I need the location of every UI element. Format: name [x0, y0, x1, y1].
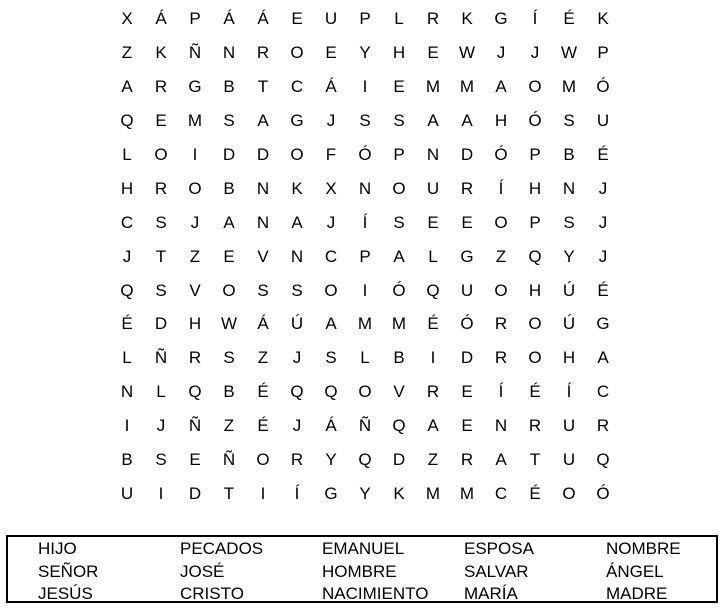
grid-letter: J — [598, 178, 608, 198]
grid-letter: D — [188, 483, 202, 503]
grid-letter: M — [425, 77, 441, 97]
grid-letter: É — [597, 280, 609, 300]
grid-letter: L — [360, 348, 370, 368]
grid-letter: G — [596, 314, 610, 334]
grid-letter: É — [529, 382, 541, 402]
grid-letter: J — [292, 348, 302, 368]
grid-letter: N — [120, 382, 134, 402]
grid-letter: R — [596, 416, 610, 436]
grid-letter: O — [494, 212, 508, 232]
grid-letter: O — [290, 145, 304, 164]
grid-letter: A — [223, 212, 235, 232]
word-bank-item: JESÚS — [38, 584, 93, 604]
grid-letter: R — [494, 348, 508, 368]
grid-letter: Y — [359, 43, 371, 63]
word-bank-item: CRISTO — [180, 584, 244, 604]
grid-letter: K — [597, 9, 609, 29]
grid-letter: U — [426, 178, 440, 198]
grid-letter: J — [156, 416, 166, 436]
word-bank-item: ESPOSA — [464, 539, 534, 558]
grid-letter: C — [120, 212, 134, 232]
grid-letter: É — [257, 416, 269, 436]
grid-letter: O — [358, 382, 372, 402]
grid-letter: O — [256, 450, 270, 470]
grid-letter: M — [561, 77, 577, 97]
letter-grid — [110, 2, 620, 510]
grid-letter: R — [426, 9, 440, 29]
grid-letter: H — [528, 280, 542, 300]
grid-letter: I — [260, 483, 266, 503]
grid-letter: Ñ — [188, 416, 202, 436]
grid-letter: É — [529, 483, 541, 503]
grid-letter: J — [292, 416, 302, 436]
word-bank-item: JOSÉ — [180, 561, 225, 581]
grid-letter: J — [326, 111, 336, 131]
grid-letter: P — [359, 9, 371, 29]
grid-letter: B — [121, 450, 133, 470]
grid-letter: Í — [362, 212, 368, 232]
grid-letter: O — [528, 77, 542, 97]
word-list — [38, 538, 728, 606]
grid-letter: Z — [427, 450, 439, 470]
grid-letter: G — [188, 77, 202, 97]
grid-letter: I — [192, 145, 198, 164]
grid-letter: Y — [563, 246, 575, 266]
grid-letter: W — [220, 314, 238, 334]
grid-letter: N — [222, 43, 236, 63]
grid-letter: J — [496, 43, 506, 63]
grid-letter: R — [188, 348, 202, 368]
grid-letter: I — [158, 483, 164, 503]
grid-letter: Z — [189, 246, 201, 266]
grid-letter: Ñ — [358, 416, 372, 436]
grid-letter: N — [256, 212, 270, 232]
grid-letter: J — [530, 43, 540, 63]
grid-letter: C — [596, 382, 610, 402]
grid-letter: P — [359, 246, 371, 266]
grid-letter: Ñ — [188, 43, 202, 63]
grid-letter: N — [426, 145, 440, 164]
grid-letter: H — [120, 178, 134, 198]
grid-letter: S — [325, 348, 337, 368]
grid-letter: L — [156, 382, 166, 402]
grid-letter: Q — [392, 416, 406, 436]
grid-letter: R — [290, 450, 304, 470]
grid-letter: J — [190, 212, 200, 232]
grid-letter: S — [359, 111, 371, 131]
grid-letter: Á — [325, 77, 337, 97]
grid-letter: X — [325, 178, 337, 198]
grid-letter: J — [598, 212, 608, 232]
grid-letter: O — [494, 280, 508, 300]
grid-letter: M — [391, 314, 407, 334]
grid-letter: Z — [257, 348, 269, 368]
grid-letter: Á — [257, 314, 269, 334]
grid-letter: R — [460, 178, 474, 198]
grid-letter: P — [597, 43, 609, 63]
grid-letter: Á — [223, 9, 235, 29]
grid-letter: N — [494, 416, 508, 436]
grid-letter: D — [460, 348, 474, 368]
grid-letter: S — [291, 280, 303, 300]
grid-letter: M — [425, 483, 441, 503]
grid-letter: O — [562, 483, 576, 503]
grid-letter: U — [120, 483, 134, 503]
grid-letter: Í — [294, 483, 300, 503]
grid-letter: A — [461, 111, 473, 131]
grid-letter: Í — [498, 382, 504, 402]
grid-letter: N — [256, 178, 270, 198]
grid-letter: B — [223, 178, 235, 198]
grid-letter: Q — [120, 111, 134, 131]
grid-letter: E — [223, 246, 235, 266]
grid-letter: E — [461, 212, 473, 232]
grid-letter: D — [256, 145, 270, 164]
grid-letter: R — [528, 416, 542, 436]
grid-letter: A — [597, 348, 609, 368]
word-bank-item: SALVAR — [464, 561, 529, 581]
grid-letter: R — [494, 314, 508, 334]
grid-letter: J — [326, 212, 336, 232]
grid-letter: Ó — [460, 314, 474, 334]
grid-letter: S — [257, 280, 269, 300]
grid-letter: G — [494, 9, 508, 29]
grid-letter: M — [187, 111, 203, 131]
grid-letter: Q — [528, 246, 542, 266]
grid-letter: N — [290, 246, 304, 266]
grid-letter: V — [393, 382, 405, 402]
grid-letter: C — [494, 483, 508, 503]
grid-letter: R — [256, 43, 270, 63]
grid-letter: Á — [155, 9, 167, 29]
grid-letter: E — [393, 77, 405, 97]
grid-letter: A — [427, 416, 439, 436]
grid-letter: K — [393, 483, 405, 503]
grid-letter: P — [529, 212, 541, 232]
grid-letter: É — [597, 145, 609, 164]
grid-letter: Ó — [358, 145, 372, 164]
grid-letter: O — [188, 178, 202, 198]
grid-letter: Í — [498, 178, 504, 198]
grid-letter: Ó — [392, 280, 406, 300]
grid-letter: Ó — [528, 111, 542, 131]
grid-letter: H — [562, 348, 576, 368]
grid-letter: M — [459, 483, 475, 503]
grid-letter: S — [223, 111, 235, 131]
grid-letter: S — [155, 280, 167, 300]
grid-letter: Z — [223, 416, 235, 436]
grid-letter: Ó — [596, 483, 610, 503]
grid-letter: E — [427, 43, 439, 63]
grid-letter: A — [257, 111, 269, 131]
grid-letter: U — [324, 9, 338, 29]
grid-letter: L — [122, 145, 132, 164]
grid-letter: Q — [188, 382, 202, 402]
grid-letter: N — [358, 178, 372, 198]
grid-letter: T — [223, 483, 235, 503]
grid-letter: Ú — [562, 280, 576, 300]
grid-letter: A — [393, 246, 405, 266]
grid-letter: O — [392, 178, 406, 198]
word-bank-item: ÁNGEL — [606, 561, 664, 581]
grid-letter: B — [223, 382, 235, 402]
grid-letter: O — [290, 43, 304, 63]
grid-letter: Ñ — [222, 450, 236, 470]
grid-letter: E — [427, 212, 439, 232]
grid-letter: A — [427, 111, 439, 131]
word-bank-item: HOMBRE — [322, 561, 397, 581]
grid-letter: Ó — [596, 77, 610, 97]
grid-letter: E — [461, 416, 473, 436]
grid-letter: N — [562, 178, 576, 198]
grid-letter: U — [460, 280, 474, 300]
grid-letter: S — [563, 212, 575, 232]
grid-letter: Ú — [290, 314, 304, 334]
grid-letter: T — [529, 450, 541, 470]
grid-letter: S — [155, 212, 167, 232]
grid-letter: Q — [290, 382, 304, 402]
grid-letter: Z — [121, 43, 133, 63]
grid-letter: É — [427, 314, 439, 334]
grid-letter: D — [392, 450, 406, 470]
grid-letter: S — [563, 111, 575, 131]
grid-letter: Q — [596, 450, 610, 470]
grid-letter: X — [121, 9, 133, 29]
grid-letter: Á — [257, 9, 269, 29]
grid-letter: O — [528, 314, 542, 334]
grid-letter: L — [428, 246, 438, 266]
grid-letter: R — [460, 450, 474, 470]
grid-letter: M — [459, 77, 475, 97]
grid-letter: U — [562, 416, 576, 436]
grid-letter: O — [222, 280, 236, 300]
grid-letter: J — [598, 246, 608, 266]
grid-letter: R — [154, 77, 168, 97]
grid-letter: E — [291, 9, 303, 29]
grid-letter: E — [325, 43, 337, 63]
grid-letter: G — [460, 246, 474, 266]
grid-letter: K — [461, 9, 473, 29]
grid-letter: B — [223, 77, 235, 97]
grid-letter: T — [155, 246, 167, 266]
grid-letter: B — [393, 348, 405, 368]
grid-letter: S — [155, 450, 167, 470]
word-bank-item: MARÍA — [464, 584, 518, 604]
grid-letter: S — [393, 212, 405, 232]
grid-letter: I — [362, 77, 368, 97]
grid-letter: E — [461, 382, 473, 402]
grid-letter: I — [362, 280, 368, 300]
grid-letter: S — [223, 348, 235, 368]
grid-letter: L — [122, 348, 132, 368]
grid-letter: K — [291, 178, 303, 198]
grid-letter: E — [155, 111, 167, 131]
grid-letter: W — [560, 43, 578, 63]
grid-letter: É — [257, 382, 269, 402]
grid-letter: A — [325, 314, 337, 334]
grid-letter: P — [529, 145, 541, 164]
grid-letter: T — [257, 77, 269, 97]
grid-letter: U — [596, 111, 610, 131]
word-bank-item: SEÑOR — [38, 561, 99, 581]
word-bank-box — [6, 535, 718, 603]
grid-letter: J — [122, 246, 132, 266]
grid-letter: Á — [325, 416, 337, 436]
grid-letter: B — [563, 145, 575, 164]
grid-letter: L — [394, 9, 404, 29]
grid-letter: O — [528, 348, 542, 368]
grid-letter: Ñ — [154, 348, 168, 368]
grid-letter: G — [324, 483, 338, 503]
grid-letter: W — [458, 43, 476, 63]
grid-letter: Q — [120, 280, 134, 300]
grid-letter: P — [189, 9, 201, 29]
grid-letter: V — [189, 280, 201, 300]
word-bank-item: HIJO — [38, 539, 77, 558]
grid-letter: Ó — [494, 145, 508, 164]
grid-letter: D — [222, 145, 236, 164]
word-bank-item: MADRE — [606, 584, 668, 604]
grid-letter: D — [460, 145, 474, 164]
grid-letter: P — [393, 145, 405, 164]
grid-letter: Z — [495, 246, 507, 266]
grid-letter: A — [121, 77, 133, 97]
grid-letter: O — [324, 280, 338, 300]
grid-letter: D — [154, 314, 168, 334]
grid-letter: K — [155, 43, 167, 63]
grid-letter: É — [121, 314, 133, 334]
grid-letter: É — [563, 9, 575, 29]
word-bank-item: EMANUEL — [322, 539, 405, 558]
grid-letter: Í — [566, 382, 572, 402]
grid-letter: S — [393, 111, 405, 131]
grid-letter: Y — [359, 483, 371, 503]
grid-letter: H — [392, 43, 406, 63]
grid-letter: A — [291, 212, 303, 232]
grid-letter: R — [426, 382, 440, 402]
grid-letter: Q — [426, 280, 440, 300]
grid-letter: G — [290, 111, 304, 131]
grid-letter: A — [495, 77, 507, 97]
grid-letter: A — [495, 450, 507, 470]
grid-letter: V — [257, 246, 269, 266]
grid-letter: H — [494, 111, 508, 131]
grid-letter: C — [324, 246, 338, 266]
grid-letter: M — [357, 314, 373, 334]
grid-letter: O — [154, 145, 168, 164]
grid-letter: H — [528, 178, 542, 198]
grid-letter: Ú — [562, 314, 576, 334]
grid-letter: I — [124, 416, 130, 436]
grid-letter: F — [325, 145, 337, 164]
grid-letter: Q — [324, 382, 338, 402]
grid-letter: I — [430, 348, 436, 368]
grid-letter: C — [290, 77, 304, 97]
grid-letter: H — [188, 314, 202, 334]
grid-letter: U — [562, 450, 576, 470]
grid-letter: E — [189, 450, 201, 470]
word-bank-item: NOMBRE — [606, 539, 681, 558]
grid-letter: Q — [358, 450, 372, 470]
word-bank-item: PECADOS — [180, 539, 264, 558]
grid-letter: Y — [325, 450, 337, 470]
word-bank-item: NACIMIENTO — [322, 584, 429, 604]
grid-letter: Í — [532, 9, 538, 29]
grid-letter: R — [154, 178, 168, 198]
